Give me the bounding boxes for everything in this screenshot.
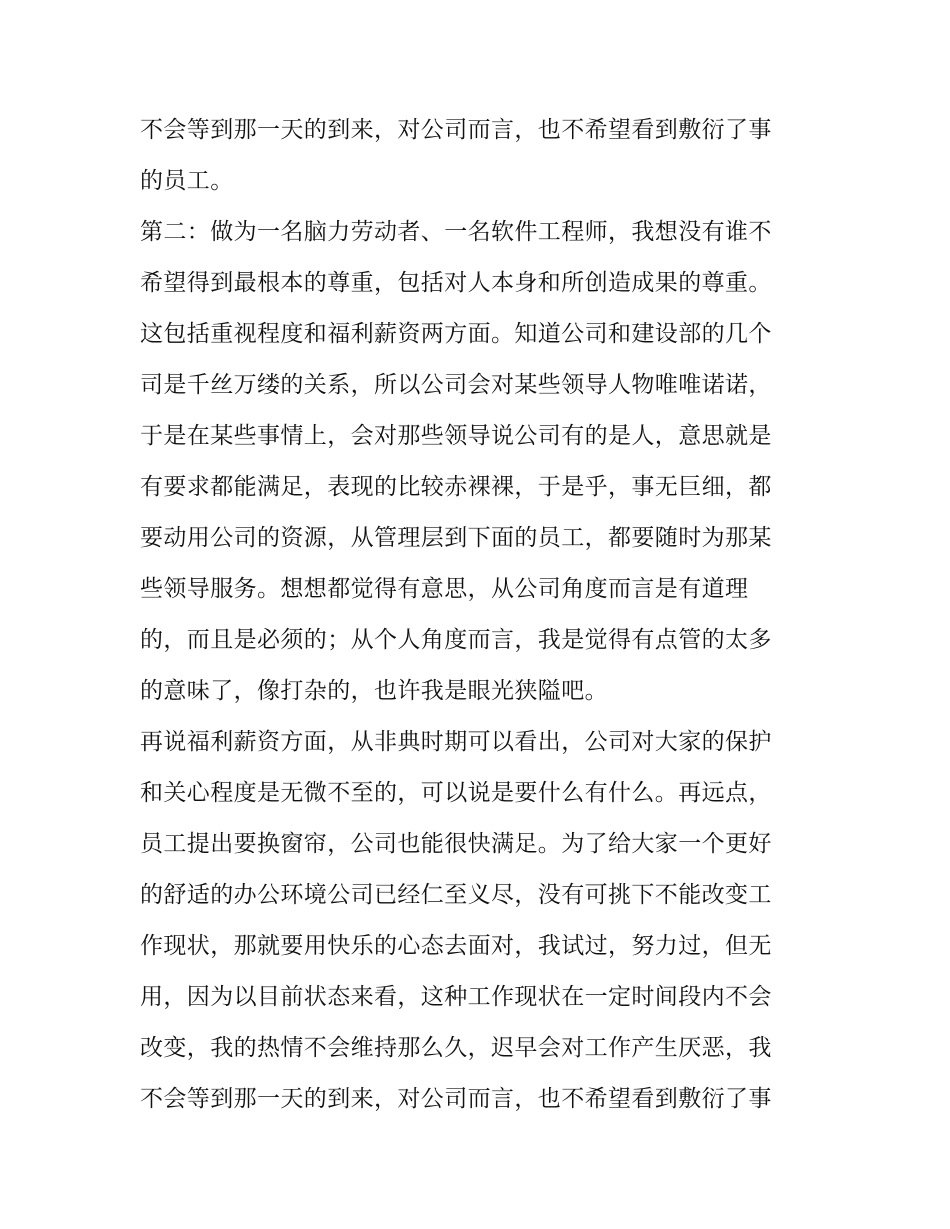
text-line: 和关心程度是无微不至的，可以说是要什么有什么。再远点，: [140, 780, 772, 806]
text-line: 于是在某些事情上，会对那些领导说公司有的是人，意思就是: [140, 423, 772, 449]
text-line: 不会等到那一天的到来，对公司而言，也不希望看到敷衍了事: [140, 117, 772, 143]
text-line: 这包括重视程度和福利薪资两方面。知道公司和建设部的几个: [140, 321, 772, 347]
text-line: 第二：做为一名脑力劳动者、一名软件工程师，我想没有谁不: [140, 219, 772, 245]
text-line: 再说福利薪资方面，从非典时期可以看出，公司对大家的保护: [140, 729, 772, 755]
text-line: 些领导服务。想想都觉得有意思，从公司角度而言是有道理: [140, 576, 749, 602]
text-line: 的，而且是必须的；从个人角度而言，我是觉得有点管的太多: [140, 627, 772, 653]
text-line: 有要求都能满足，表现的比较赤裸裸，于是乎，事无巨细，都: [140, 474, 772, 500]
text-line: 用，因为以目前状态来看，这种工作现状在一定时间段内不会: [140, 984, 772, 1010]
text-line: 的意味了，像打杂的，也许我是眼光狭隘吧。: [140, 678, 608, 704]
text-line: 要动用公司的资源，从管理层到下面的员工，都要随时为那某: [140, 525, 772, 551]
text-line: 不会等到那一天的到来，对公司而言，也不希望看到敷衍了事: [140, 1086, 772, 1112]
text-line: 希望得到最根本的尊重，包括对人本身和所创造成果的尊重。: [140, 270, 772, 296]
text-line: 的员工。: [140, 168, 234, 194]
text-line: 司是千丝万缕的关系，所以公司会对某些领导人物唯唯诺诺，: [140, 372, 772, 398]
text-line: 员工提出要换窗帘，公司也能很快满足。为了给大家一个更好: [140, 831, 772, 857]
text-line: 的舒适的办公环境公司已经仁至义尽，没有可挑下不能改变工: [140, 882, 772, 908]
text-line: 作现状，那就要用快乐的心态去面对，我试过，努力过，但无: [140, 933, 772, 959]
text-line: 改变，我的热情不会维持那么久，迟早会对工作产生厌恶，我: [140, 1035, 772, 1061]
